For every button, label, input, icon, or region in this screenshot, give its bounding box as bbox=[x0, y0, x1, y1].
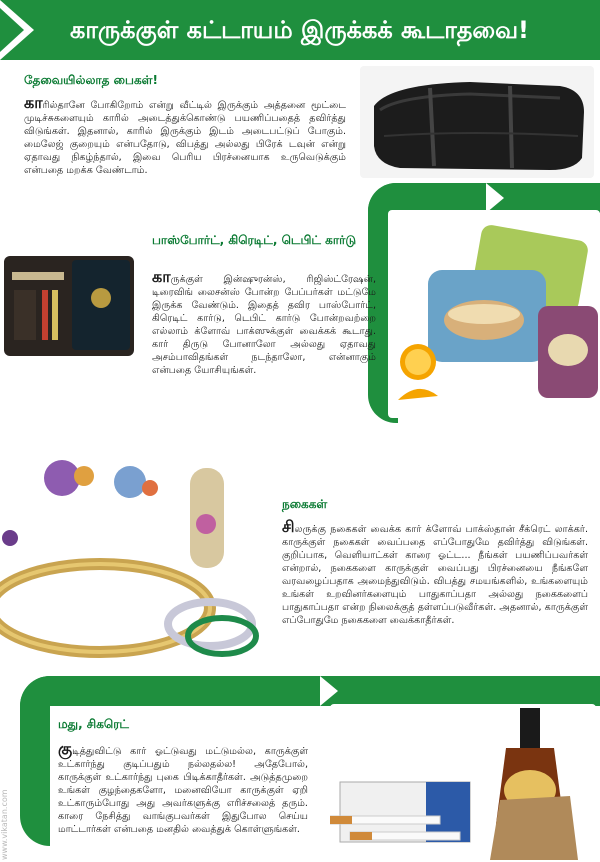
dropcap: கு bbox=[58, 739, 73, 758]
pouch-photo bbox=[388, 210, 600, 418]
liquor-image bbox=[330, 704, 596, 860]
green-band-bottom bbox=[20, 676, 600, 706]
jewelry-image bbox=[0, 428, 262, 670]
section-heading-cards: பாஸ்போர்ட், கிரெடிட், டெபிட் கார்டு bbox=[152, 233, 357, 247]
wallet-image bbox=[2, 250, 136, 360]
page-title: காருக்குள் கட்டாயம் இருக்கக் கூடாதவை! bbox=[70, 16, 529, 44]
section-heading-bags: தேவையில்லாத பைகள்! bbox=[24, 73, 158, 87]
jewelry-photo bbox=[0, 428, 262, 670]
green-curve-bottom bbox=[20, 676, 50, 846]
dropcap: கா bbox=[152, 267, 171, 286]
bag-photo bbox=[360, 66, 594, 178]
paragraph-text: டித்துவிட்டு கார் ஓட்டுவது மட்டுமல்ல, காருக்குள் உட்கார்ந்து குடிப்பதும் நல்லதல்ல! அதேபோல், காருக்குள் உட்கார்ந்து புகை பிடிக்காதீர்கள். அடுத்தமுறை உங்கள் குழந்தைகளோ, மனைவியோ காருக்குள் ஏறி உட்காரும்போது அது அவர்களுக்கு எரிச்சலைத் தரும். காரை நேசித்து வாங்குபவர்கள் இதுபோல செய்ய மாட்டார்கள் என்பதை மனதில் வைத்துக் கொள்ளுங்கள். bbox=[58, 746, 308, 835]
section-body-jewels bbox=[282, 517, 588, 627]
green-band bbox=[368, 183, 600, 213]
banner-arrow-inner-icon bbox=[0, 8, 24, 52]
section-body-cards bbox=[152, 267, 376, 377]
section-heading-jewels: நகைகள் bbox=[282, 497, 328, 511]
section-body-liquor bbox=[58, 739, 308, 836]
bag-image bbox=[360, 66, 594, 178]
section-body-bags bbox=[24, 93, 346, 177]
pouch-image bbox=[388, 210, 600, 418]
paragraph-text: லருக்கு நகைகள் வைக்க கார் க்ளோவ் பாக்ஸ்தான் சீக்ரெட் லாக்கர். காருக்குள் நகைகள் வைப்பதை எப்போதுமே தவிர்த்து விடுங்கள். குறிப்பாக, வெளியாட்கள் காரை ஓட்ட... நீங்கள் பயணிப்பவர்கள் என்றால், நகைகளை காருக்குள் வைப்பது பிரச்னையை நீங்களே வரவழைப்பதாக அமைந்துவிடும். விபத்து சமயங்களில், உங்களையும் உங்கள் உறவினர்களையும் பாதுகாப்பதா அல்லது நகைகளைப் பாதுகாப்பதா என்ற நிலைக்குத் தள்ளப்படுவீர்கள். அதனால், காருக்குள் எப்போதுமே நகைகளை வைக்காதீர்கள். bbox=[282, 524, 588, 626]
dropcap: கா bbox=[24, 93, 43, 112]
wallet-photo bbox=[2, 250, 136, 360]
paragraph-text: ரில்தானே போகிறோம் என்று வீட்டில் இருக்கும் அத்தனை மூட்டை முடிச்சுகளையும் காரில் அடைத்துக்கொண்டு பயணிப்பதைத் தவிர்த்து விடுங்கள். இதனால், காரில் இருக்கும் இடம் அடைபட்டுப் போகும். மைலேஜ் குறையும் என்பதோடு, விபத்து அல்லது பிரேக் டவுன் என்று ஏதாவது நிகழ்ந்தால், இவை பெரிய பிரச்னையாக உருவெடுக்கும் என்பதை மறக்க வேண்டாம். bbox=[24, 100, 346, 176]
paragraph-text: ருக்குள் இன்ஷுரன்ஸ், ரிஜிஸ்ட்ரேஷன், டிரைவிங் லைசன்ஸ் போன்ற பேப்பர்கள் மட்டுமே இருக்க வேண்டும். இதைத் தவிர பாஸ்போர்ட், கிரெடிட் கார்டு, டெபிட் கார்டு போன்றவற்றை எல்லாம் க்ளோவ் பாக்ஸுக்குள் வைக்கக் கூடாது. கார் திருடு போனாலோ அல்லது ஏதாவது அசம்பாவிதங்கள் நடந்தாலோ, என்னாகும் என்பதை யோசியுங்கள். bbox=[152, 274, 376, 376]
dropcap: சி bbox=[282, 517, 295, 536]
section-heading-liquor: மது, சிகரெட் bbox=[58, 717, 129, 731]
arrow-icon bbox=[486, 183, 504, 213]
liquor-photo bbox=[330, 704, 596, 860]
arrow-icon bbox=[320, 676, 338, 706]
watermark: www.vikatan.com bbox=[0, 789, 9, 860]
